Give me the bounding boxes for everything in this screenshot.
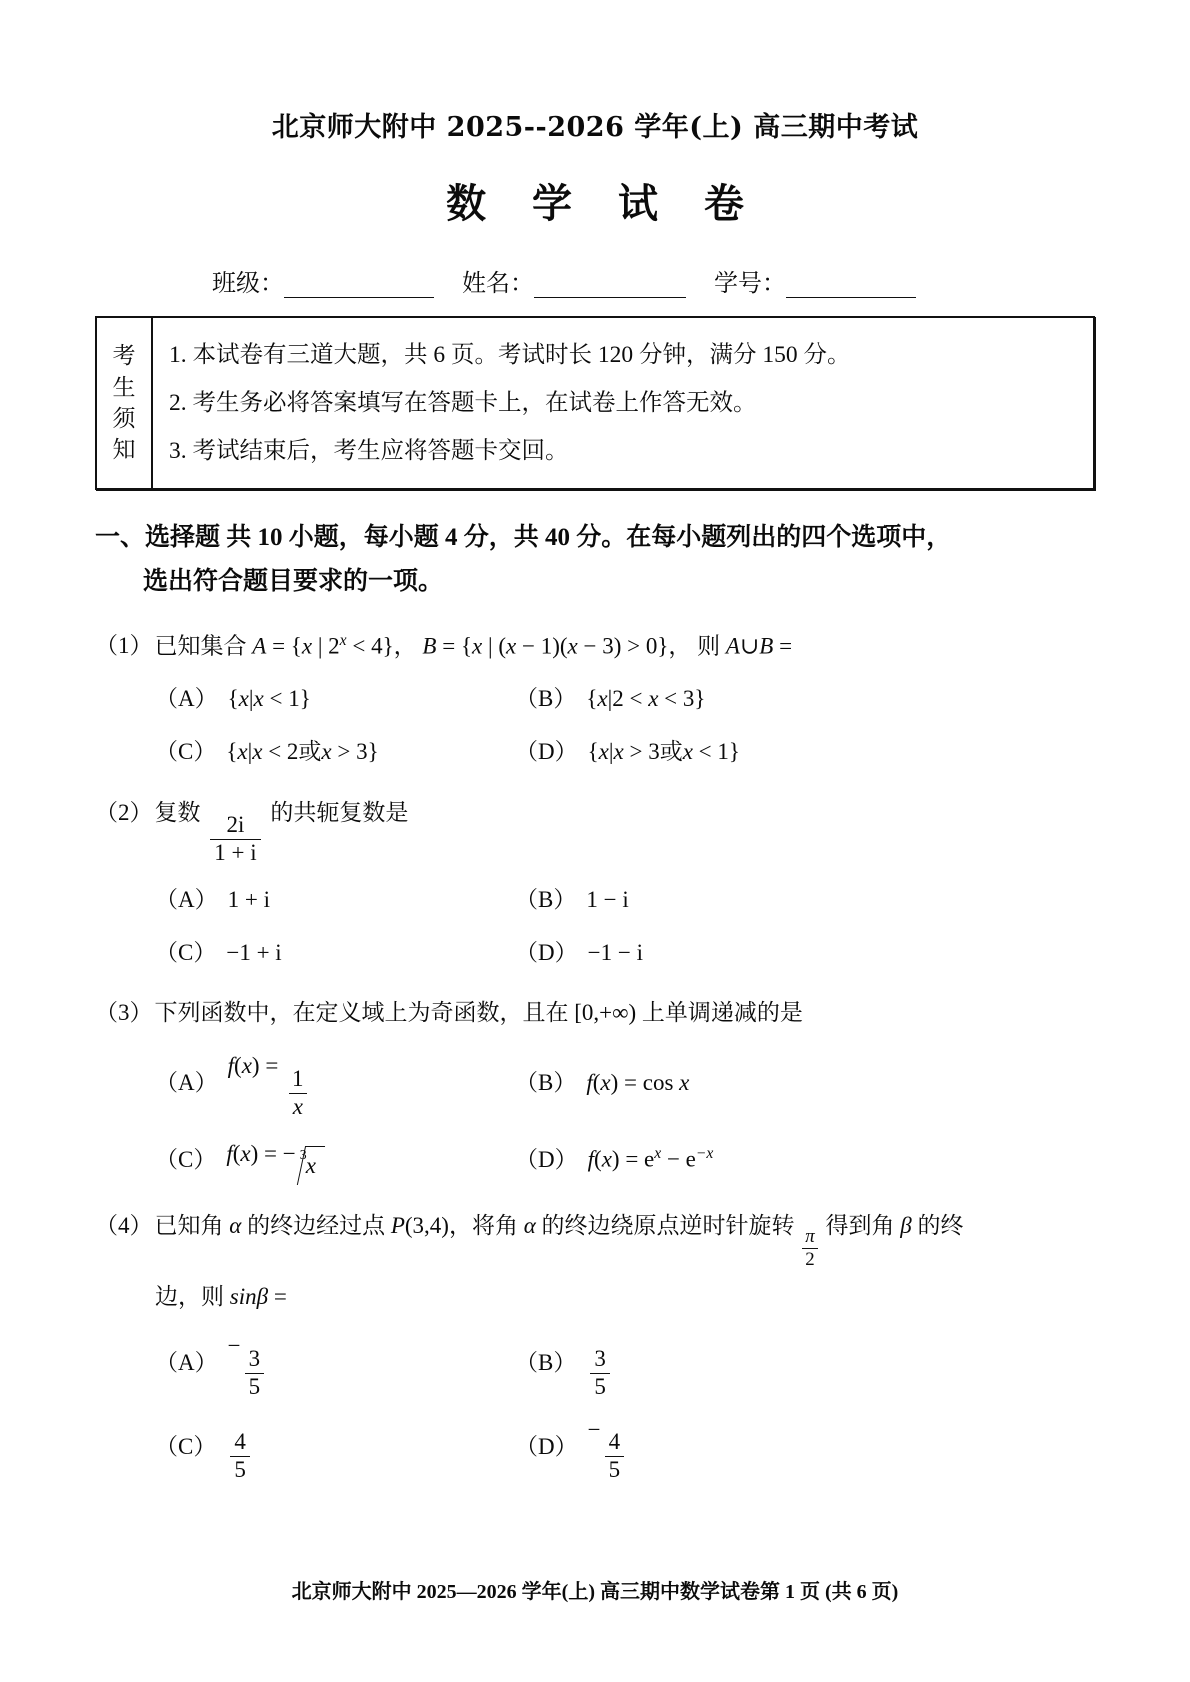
- notice-title-char-1: 考: [112, 343, 136, 369]
- question-1-options-row-2: [95, 718, 1095, 771]
- notice-items: [153, 318, 1093, 488]
- notice-item: 3. 考试结束后，考生应将答题卡交回。: [169, 438, 569, 465]
- option-c-content: {x|x < 2或x > 3}: [226, 738, 379, 764]
- question-1-option-a[interactable]: [155, 681, 515, 718]
- notice-title-vertical: [97, 318, 153, 488]
- option-tag-a: （A）: [155, 1350, 218, 1376]
- question-2-number: （2）: [95, 799, 153, 825]
- name-label: 姓名：: [462, 271, 534, 297]
- question-2-option-a[interactable]: [155, 882, 515, 919]
- question-2-option-c[interactable]: [155, 935, 515, 972]
- section-one-line2: 选出符合题目要求的一项。: [143, 567, 444, 595]
- option-tag-c: （C）: [155, 1146, 217, 1172]
- option-a-content: f(x) = $\frac{1}{x}$: [228, 1048, 312, 1119]
- option-tag-b: （B）: [515, 685, 577, 711]
- q4-text-c: ，将角: [448, 1213, 518, 1239]
- question-1-number: （1）: [95, 633, 153, 659]
- question-3: [95, 971, 1095, 1184]
- class-label: 班级：: [212, 271, 284, 297]
- inline-fraction: $\frac{4}{5}$: [605, 1430, 625, 1483]
- q4-line2-text: 边，则 sinβ =: [155, 1284, 287, 1310]
- question-1-option-b[interactable]: [515, 681, 705, 718]
- notice-title-char-2: 生: [112, 374, 136, 400]
- question-2: [95, 771, 1095, 972]
- question-3-stem: [95, 971, 1095, 1032]
- section-one-heading: [95, 516, 1095, 604]
- page-footer: 北京师大附中 2025—2026 学年(上) 高三期中数学试卷第 1 页 (共 6 页): [291, 1581, 899, 1603]
- question-3-options-row-1: [95, 1032, 1095, 1119]
- notice-item: 1. 本试卷有三道大题，共 6 页。考试时长 120 分钟，满分 150 分。: [169, 342, 851, 369]
- question-1-stem: （1）已知集合 A = {x | 2$^x$ < 4}， B = {x | (x − 1)(x − 3) > 0}， 则 A∪B =: [95, 631, 793, 659]
- option-tag-d: （D）: [515, 939, 578, 965]
- q4-text-f: 的终: [917, 1213, 964, 1239]
- inline-fraction: $\frac{4}{5}$: [230, 1430, 250, 1483]
- option-tag-b: （B）: [515, 1350, 577, 1376]
- rotation-fraction: $\frac{\pi}{2}$: [802, 1227, 817, 1270]
- student-id-label: 学号：: [714, 271, 786, 297]
- question-4-option-d[interactable]: [515, 1412, 628, 1483]
- option-b-content: [586, 1328, 614, 1399]
- exam-notice-box: [95, 316, 1095, 490]
- question-3-stem-text: 下列函数中，在定义域上为奇函数，且在 [0,+∞) 上单调递减的是: [154, 1000, 803, 1026]
- question-2-stem-prefix: 复数: [154, 799, 201, 825]
- notice-title-char-3: 须: [112, 406, 136, 431]
- option-tag-c: （C）: [155, 939, 217, 965]
- inline-fraction: $\frac{3}{5}$: [590, 1347, 610, 1400]
- option-tag-a: （A）: [155, 685, 218, 711]
- question-3-option-d[interactable]: [515, 1136, 713, 1185]
- q4-text-a: 已知角: [154, 1213, 224, 1239]
- student-id-field[interactable]: [786, 275, 916, 298]
- option-tag-c: （C）: [155, 1433, 217, 1459]
- section-one-line1: 一、选择题 共 10 小题，每小题 4 分，共 40 分。在每小题列出的四个选项中，: [95, 524, 952, 551]
- question-2-stem-suffix: 的共轭复数是: [270, 799, 409, 825]
- page-title: 北京师大附中 2025--2026 学年(上) 高三期中考试: [271, 112, 919, 143]
- option-b-content: f(x) = cos x: [586, 1070, 690, 1096]
- option-d-content: $f(x) = e^x - e^{-x}$: [587, 1145, 714, 1172]
- question-3-option-b[interactable]: [515, 1048, 689, 1119]
- question-4-options-row-1: [95, 1316, 1095, 1399]
- question-4-stem-line-2: [95, 1269, 1095, 1316]
- option-tag-b: （B）: [515, 1070, 577, 1096]
- question-1-option-d[interactable]: [515, 734, 740, 771]
- option-tag-b: （B）: [515, 886, 577, 912]
- question-1: [95, 604, 1095, 771]
- question-2-option-d[interactable]: [515, 935, 643, 972]
- fraction-numerator: 2i: [226, 812, 245, 838]
- question-3-option-c[interactable]: [155, 1136, 515, 1185]
- q4-text-d: 的终边绕原点逆时针旋转: [541, 1213, 795, 1239]
- option-tag-d: （D）: [515, 738, 578, 764]
- notice-title-char-4: 知: [112, 437, 136, 463]
- question-3-number: （3）: [95, 1000, 153, 1026]
- question-3-option-a[interactable]: [155, 1048, 515, 1119]
- option-c-content: f(x) = − 3 x: [226, 1136, 321, 1185]
- question-4-option-b[interactable]: [515, 1328, 614, 1399]
- option-a-content: {x|x < 1}: [227, 685, 311, 711]
- question-1-option-c[interactable]: [155, 734, 515, 771]
- option-b-content: 1 − i: [586, 886, 629, 912]
- question-4: [95, 1184, 1095, 1482]
- name-field[interactable]: [534, 275, 686, 298]
- option-tag-a: （A）: [155, 886, 218, 912]
- inline-fraction: $\frac{3}{5}$: [245, 1347, 265, 1400]
- fraction-denominator: 1 + i: [210, 839, 260, 866]
- inline-fraction: $\frac{1}{x}$: [288, 1067, 308, 1120]
- page-subtitle: 数 学 试 卷: [446, 180, 760, 227]
- student-info-row: [0, 263, 1190, 298]
- question-2-options-row-2: [95, 919, 1095, 972]
- option-tag-d: （D）: [515, 1146, 578, 1172]
- question-2-options-row-1: [95, 866, 1095, 919]
- question-4-options-row-2: [95, 1400, 1095, 1483]
- question-2-fraction: [210, 813, 260, 866]
- option-tag-c: （C）: [155, 738, 217, 764]
- q4-text-b: 的终边经过点: [247, 1213, 386, 1239]
- question-1-options-row-1: [95, 665, 1095, 718]
- option-tag-d: （D）: [515, 1433, 578, 1459]
- cube-root-icon: 3 x: [296, 1146, 321, 1185]
- option-a-content: − $\frac{3}{5}$: [228, 1328, 268, 1399]
- option-tag-a: （A）: [155, 1070, 218, 1096]
- option-b-content: {x|2 < x < 3}: [586, 685, 706, 711]
- question-2-stem: [95, 771, 1095, 866]
- question-1-stem-prefix: 已知集合: [154, 633, 247, 659]
- option-a-content: 1 + i: [227, 886, 270, 912]
- option-d-content: {x|x > 3或x < 1}: [587, 738, 740, 764]
- q4-text-e: 得到角: [825, 1213, 895, 1239]
- question-4-stem-line-1: （4）已知角 α 的终边经过点 P(3,4)，将角 α 的终边绕原点逆时针旋转 $\frac{\pi}{2}$ 得到角 β 的终: [95, 1213, 964, 1270]
- class-field[interactable]: [284, 275, 434, 298]
- option-d-content: −1 − i: [587, 939, 643, 965]
- option-c-content: [226, 1412, 254, 1483]
- option-c-content: −1 + i: [226, 939, 282, 965]
- question-2-option-b[interactable]: [515, 882, 629, 919]
- question-4-number: （4）: [95, 1213, 153, 1239]
- question-4-option-c[interactable]: [155, 1412, 515, 1483]
- question-3-options-row-2: [95, 1120, 1095, 1185]
- option-d-content: − $\frac{4}{5}$: [588, 1412, 628, 1483]
- notice-item: 2. 考生务必将答案填写在答题卡上，在试卷上作答无效。: [169, 390, 757, 417]
- question-4-option-a[interactable]: [155, 1328, 515, 1399]
